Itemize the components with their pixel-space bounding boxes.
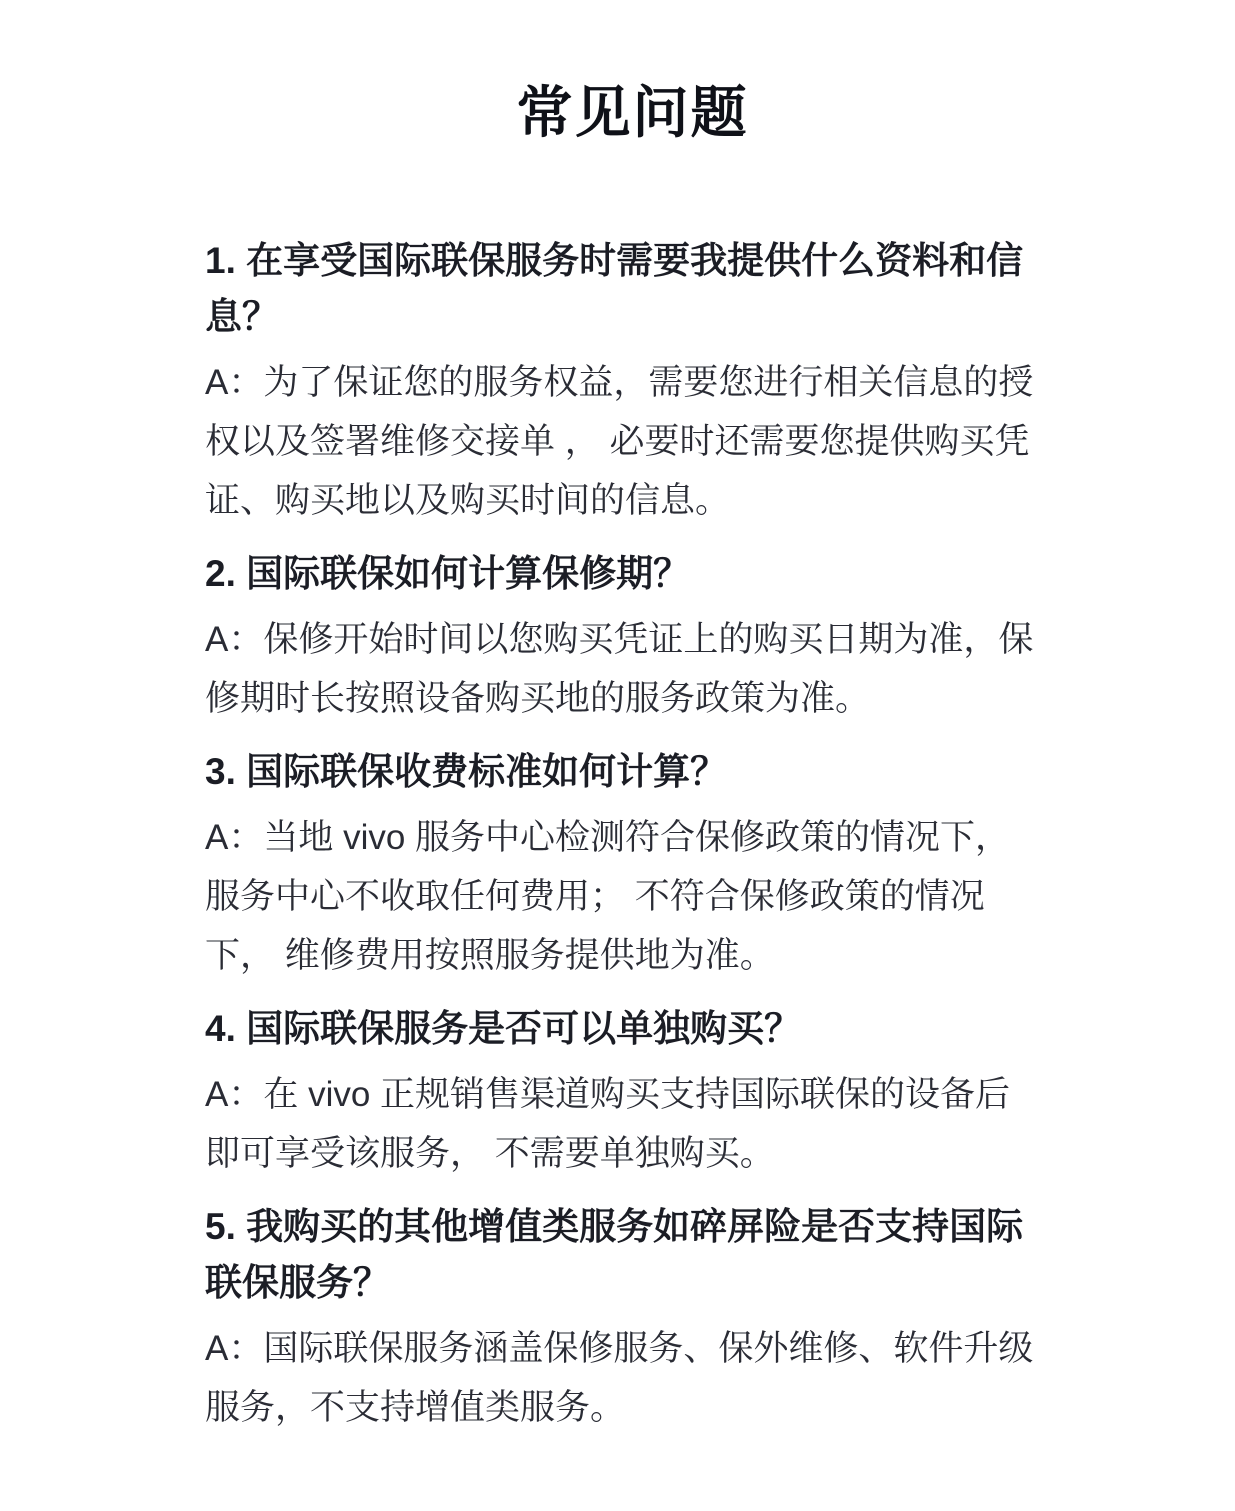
faq-question: 3. 国际联保收费标准如何计算？ — [205, 751, 728, 792]
faq-item — [205, 744, 1045, 985]
faq-answer: A：国际联保服务涵盖保修服务、保外维修、软件升级服务，不支持增值类服务。 — [205, 1329, 1034, 1427]
faq-item — [205, 233, 1045, 530]
faq-item — [205, 1001, 1045, 1183]
faq-item — [205, 546, 1045, 728]
faq-answer: A：在 vivo 正规销售渠道购买支持国际联保的设备后即可享受该服务， 不需要单独购买。 — [205, 1075, 1011, 1173]
faq-answer: A：为了保证您的服务权益，需要您进行相关信息的授权以及签署维修交接单 ， 必要时还需要您提供购买凭证、购买地以及购买时间的信息。 — [205, 363, 1034, 520]
page-title: 常见问题 — [516, 81, 749, 144]
faq-question: 5. 我购买的其他增值类服务如碎屏险是否支持国际联保服务？ — [205, 1206, 1024, 1303]
faq-answer: A：当地 vivo 服务中心检测符合保修政策的情况下， 服务中心不收取任何费用； 不符合保修政策的情况下， 维修费用按照服务提供地为准。 — [205, 818, 1011, 975]
faq-question: 2. 国际联保如何计算保修期？ — [205, 553, 691, 594]
faq-question: 1. 在享受国际联保服务时需要我提供什么资料和信息？ — [205, 240, 1024, 337]
faq-list — [205, 233, 1045, 1437]
faq-question: 4. 国际联保服务是否可以单独购买？ — [205, 1008, 802, 1049]
faq-item — [205, 1199, 1045, 1437]
faq-answer: A：保修开始时间以您购买凭证上的购买日期为准，保修期时长按照设备购买地的服务政策为准。 — [205, 620, 1034, 718]
